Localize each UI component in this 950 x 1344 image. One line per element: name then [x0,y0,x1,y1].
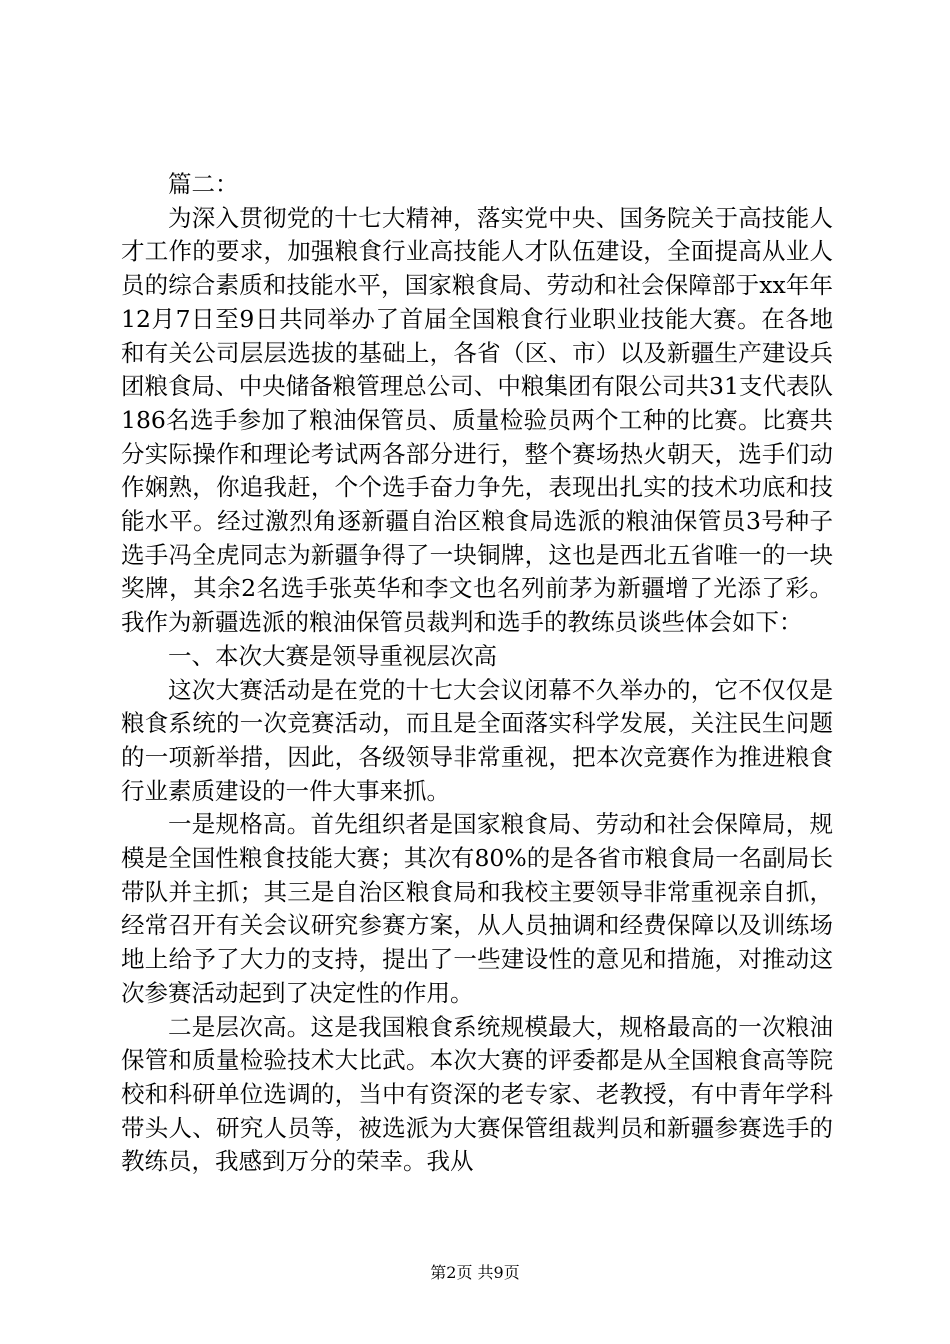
page-footer: 第2页 共9页 [430,1263,520,1282]
section-label: 篇二： [168,170,239,198]
paragraph-leadership: 这次大赛活动是在党的十七大会议闭幕不久举办的，它不仅仅是粮食系统的一次竞赛活动，而且是全面落实科学发展，关注民生问题的一项新举措，因此，各级领导非常重视，把本次竞赛作为推进粮食行业素质建设的一件大事来抓。 [121,675,833,805]
paragraph-high-standard: 一是规格高。首先组织者是国家粮食局、劳动和社会保障局，规模是全国性粮食技能大赛；其次有80%的是各省市粮食局一名副局长带队并主抓；其三是自治区粮食局和我校主要领导非常重视亲自抓，经常召开有关会议研究参赛方案，从人员抽调和经费保障以及训练场地上给予了大力的支持，提出了一些建设性的意见和措施，对推动这次参赛活动起到了决定性的作用。 [121,810,833,1007]
paragraph-high-level: 二是层次高。这是我国粮食系统规模最大，规格最高的一次粮油保管和质量检验技术大比武。本次大赛的评委都是从全国粮食高等院校和科研单位选调的，当中有资深的老专家、老教授，有中青年学科带头人、研究人员等，被选派为大赛保管组裁判员和新疆参赛选手的教练员，我感到万分的荣幸。我从 [121,1012,833,1176]
paragraph-intro: 为深入贯彻党的十七大精神，落实党中央、国务院关于高技能人才工作的要求，加强粮食行业高技能人才队伍建设，全面提高从业人员的综合素质和技能水平，国家粮食局、劳动和社会保障部于xx年年12月7日至9日共同举办了首届全国粮食行业职业技能大赛。在各地和有关公司层层选拔的基础上，各省（区、市）以及新疆生产建设兵团粮食局、中央储备粮管理总公司、中粮集团有限公司共31支代表队186名选手参加了粮油保管员、质量检验员两个工种的比赛。比赛共分实际操作和理论考试两各部分进行，整个赛场热火朝天，选手们动作娴熟，你追我赶，个个选手奋力争先，表现出扎实的技术功底和技能水平。经过激烈角逐新疆自治区粮食局选派的粮油保管员3号种子选手冯全虎同志为新疆争得了一块铜牌，这也是西北五省唯一的一块奖牌，其余2名选手张英华和李文也名列前茅为新疆增了光添了彩。我作为新疆选派的粮油保管员裁判和选手的教练员谈些体会如下： [121,203,833,637]
document-body [121,168,833,1179]
section-heading-1: 一、本次大赛是领导重视层次高 [168,641,497,670]
